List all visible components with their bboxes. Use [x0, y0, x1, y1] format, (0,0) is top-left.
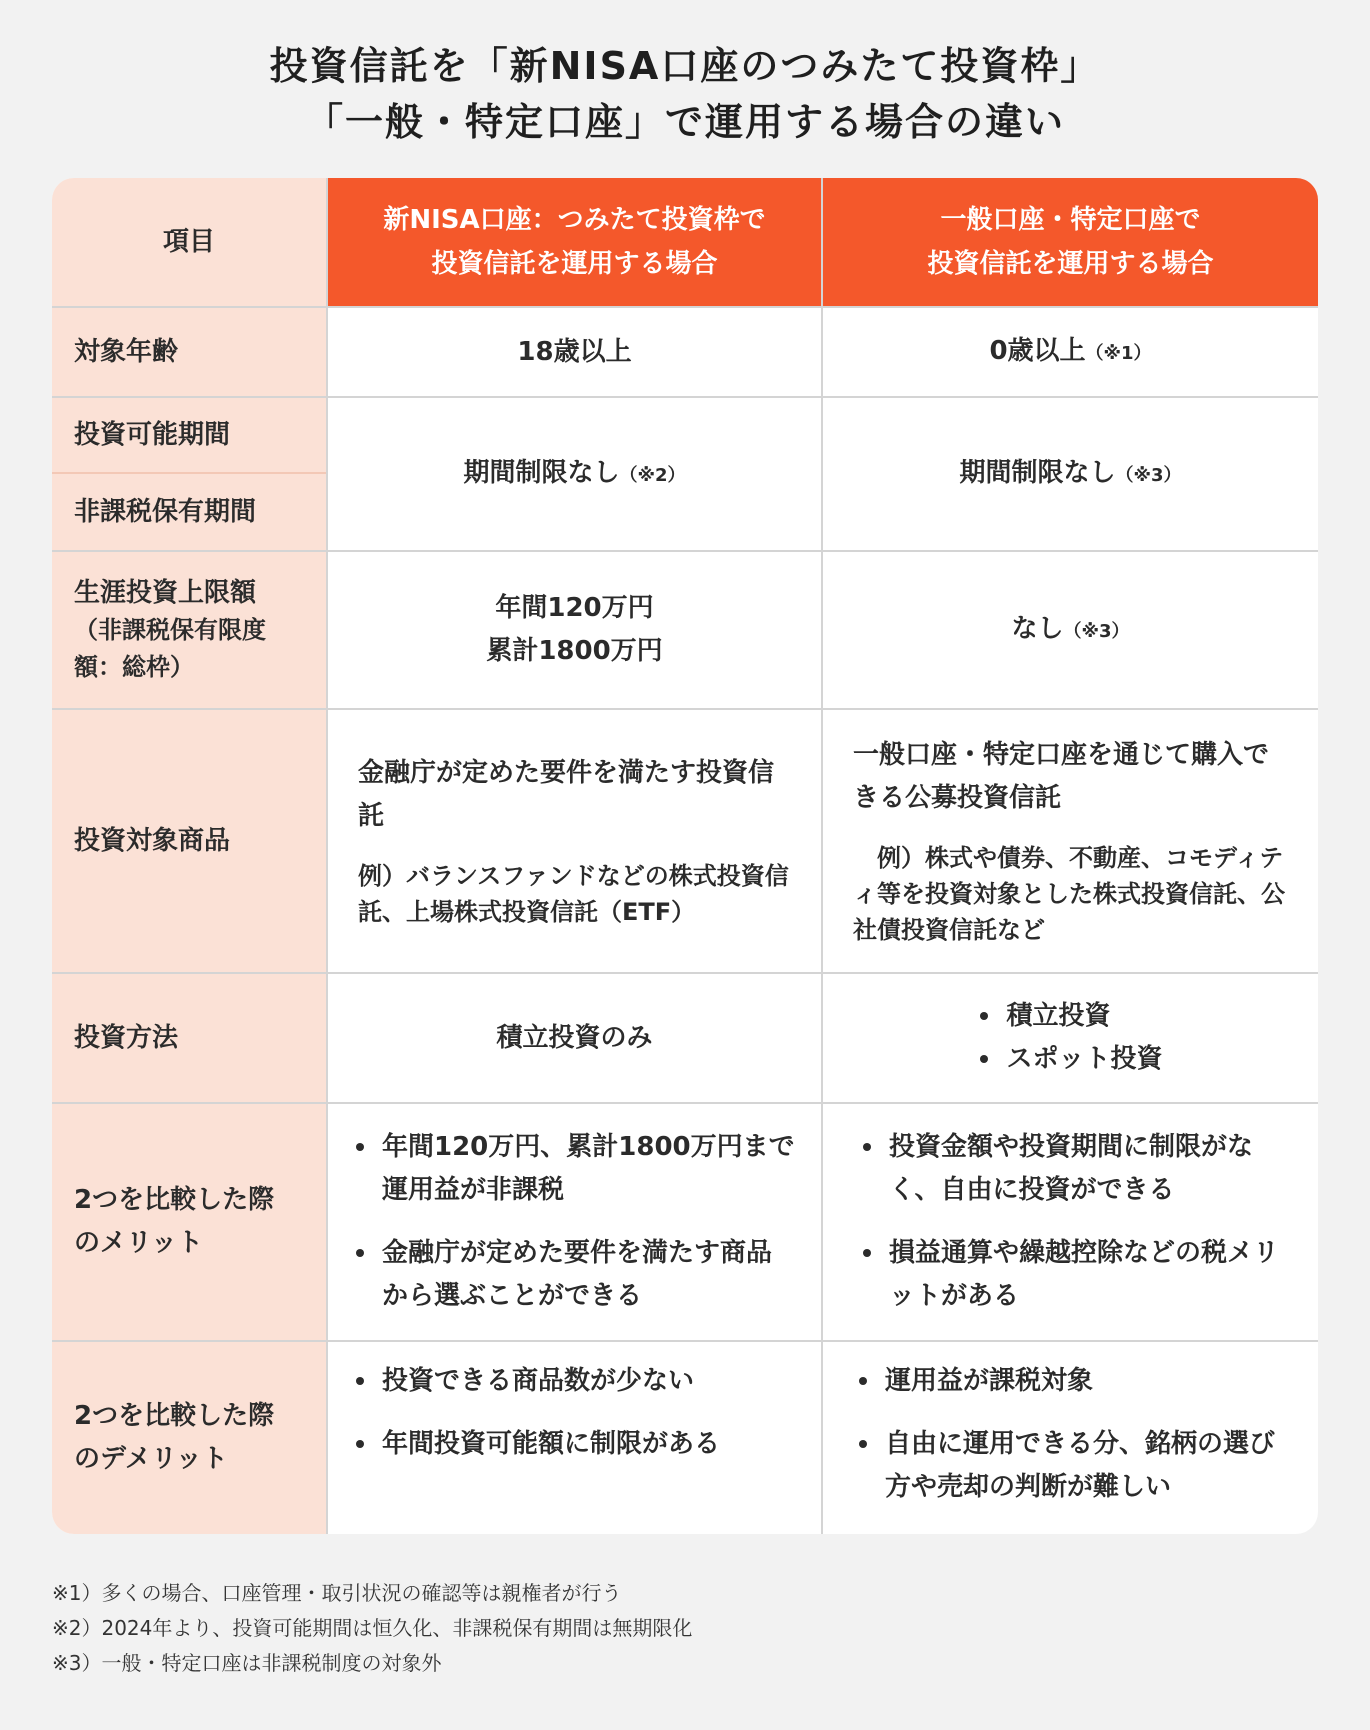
list-item: 運用益が課税対象	[857, 1360, 1278, 1403]
header-nisa-line2: 投資信託を運用する場合	[431, 249, 718, 279]
row-limit-label-line1: 生涯投資上限額	[74, 577, 257, 608]
row-divider	[52, 396, 1318, 398]
row-invest-period-label-cell	[52, 398, 326, 472]
column-divider	[326, 178, 328, 1534]
row-demerit-general-list	[857, 1360, 1278, 1509]
list-item: スポット投資	[978, 1038, 1162, 1081]
row-age-general-cell	[823, 308, 1318, 396]
list-item: 投資金額や投資期間に制限がなく、自由に投資ができる	[861, 1126, 1282, 1212]
row-merit-general-cell	[823, 1104, 1318, 1340]
header-general-cell	[823, 178, 1318, 306]
list-item: 年間120万円、累計1800万円まで運用益が非課税	[354, 1126, 795, 1212]
row-merit-nisa-list	[354, 1126, 795, 1318]
row-age-label-cell	[52, 308, 326, 396]
column-divider	[821, 178, 823, 1534]
row-limit-nisa-line1: 年間120万円	[495, 593, 654, 623]
row-limit-nisa-cell	[328, 552, 821, 708]
row-method-nisa-value: 積立投資のみ	[496, 1022, 653, 1053]
footnotes	[52, 1576, 1318, 1681]
row-products-label: 投資対象商品	[74, 825, 231, 856]
row-divider	[52, 1102, 1318, 1104]
row-demerit-nisa-cell	[328, 1342, 821, 1534]
footnote-1: ※1）多くの場合、口座管理・取引状況の確認等は親権者が行う	[52, 1581, 622, 1605]
row-demerit-general-cell	[823, 1342, 1318, 1534]
row-limit-label-cell	[52, 552, 326, 708]
row-method-general-cell	[823, 974, 1318, 1102]
row-period-general-cell	[823, 398, 1318, 550]
row-limit-general-note: （※3）	[1063, 620, 1130, 642]
row-products-general-main: 一般口座・特定口座を通じて購入できる公募投資信託	[853, 740, 1270, 813]
footnote-2: ※2）2024年より、投資可能期間は恒久化、非課税保有期間は無期限化	[52, 1616, 693, 1640]
row-period-nisa-value: 期間制限なし	[463, 457, 620, 488]
list-item: 金融庁が定めた要件を満たす商品から選ぶことができる	[354, 1232, 795, 1318]
label-row-divider	[52, 472, 326, 474]
row-period-general-note: （※3）	[1115, 464, 1182, 486]
row-demerit-label-cell	[52, 1342, 326, 1534]
row-merit-label-line2: のメリット	[74, 1228, 203, 1258]
comparison-table	[52, 178, 1318, 1534]
row-divider	[52, 708, 1318, 710]
row-products-general-cell	[823, 710, 1318, 972]
row-period-nisa-note: （※2）	[619, 464, 686, 486]
row-taxfree-period-label: 非課税保有期間	[74, 496, 257, 527]
row-age-general-value: 0歳以上	[989, 335, 1086, 366]
row-age-nisa-cell	[328, 308, 821, 396]
row-merit-label-line1: 2つを比較した際	[74, 1185, 275, 1215]
row-limit-label-line2: （非課税保有限度	[74, 615, 266, 644]
row-limit-general-value: なし	[1011, 613, 1064, 644]
row-products-general-example: 例）株式や債券、不動産、コモディティ等を投資対象とした株式投資信託、公社債投資信託など	[853, 844, 1285, 944]
row-age-label: 対象年齢	[74, 336, 179, 367]
row-demerit-label-line1: 2つを比較した際	[74, 1401, 275, 1431]
row-demerit-nisa-list	[354, 1360, 795, 1466]
row-limit-general-cell	[823, 552, 1318, 708]
row-products-nisa-cell	[328, 710, 821, 972]
row-method-general-list	[978, 995, 1162, 1081]
footnote-3: ※3）一般・特定口座は非課税制度の対象外	[52, 1651, 442, 1675]
row-period-nisa-cell	[328, 398, 821, 550]
list-item: 積立投資	[978, 995, 1162, 1038]
row-age-general-note: （※1）	[1085, 342, 1152, 364]
row-divider	[52, 1340, 1318, 1342]
list-item: 年間投資可能額に制限がある	[354, 1423, 795, 1466]
row-invest-period-label: 投資可能期間	[74, 419, 231, 450]
row-age-nisa-value: 18歳以上	[517, 336, 632, 367]
row-method-label-cell	[52, 974, 326, 1102]
row-products-nisa-example: 例）バランスファンドなどの株式投資信託、上場株式投資信託（ETF）	[358, 862, 789, 926]
row-products-nisa-main: 金融庁が定めた要件を満たす投資信託	[358, 758, 775, 831]
header-general-line1: 一般口座・特定口座で	[940, 205, 1201, 235]
header-nisa-line1: 新NISA口座：つみたて投資枠で	[383, 205, 766, 235]
row-divider	[52, 972, 1318, 974]
header-item-label: 項目	[162, 227, 215, 257]
list-item: 損益通算や繰越控除などの税メリットがある	[861, 1232, 1282, 1318]
page-title-line1: 投資信託を「新NISA口座のつみたて投資枠」	[269, 44, 1101, 88]
row-method-label: 投資方法	[74, 1022, 179, 1053]
header-item-cell	[52, 178, 326, 306]
list-item: 投資できる商品数が少ない	[354, 1360, 795, 1403]
row-merit-label-cell	[52, 1104, 326, 1340]
row-products-label-cell	[52, 710, 326, 972]
row-demerit-label-line2: のデメリット	[74, 1444, 228, 1474]
page-title-line2: 「一般・特定口座」で運用する場合の違い	[304, 100, 1065, 144]
row-taxfree-period-label-cell	[52, 474, 326, 550]
row-limit-nisa-line2: 累計1800万円	[486, 636, 663, 666]
row-merit-nisa-cell	[328, 1104, 821, 1340]
row-period-general-value: 期間制限なし	[959, 457, 1116, 488]
list-item: 自由に運用できる分、銘柄の選び方や売却の判断が難しい	[857, 1423, 1278, 1509]
header-nisa-cell	[328, 178, 821, 306]
row-divider	[52, 550, 1318, 552]
row-divider	[52, 306, 1318, 308]
header-general-line2: 投資信託を運用する場合	[927, 249, 1214, 279]
row-method-nisa-cell	[328, 974, 821, 1102]
row-limit-label-line3: 額：総枠）	[74, 652, 194, 681]
page-title	[0, 38, 1370, 150]
row-merit-general-list	[861, 1126, 1282, 1318]
